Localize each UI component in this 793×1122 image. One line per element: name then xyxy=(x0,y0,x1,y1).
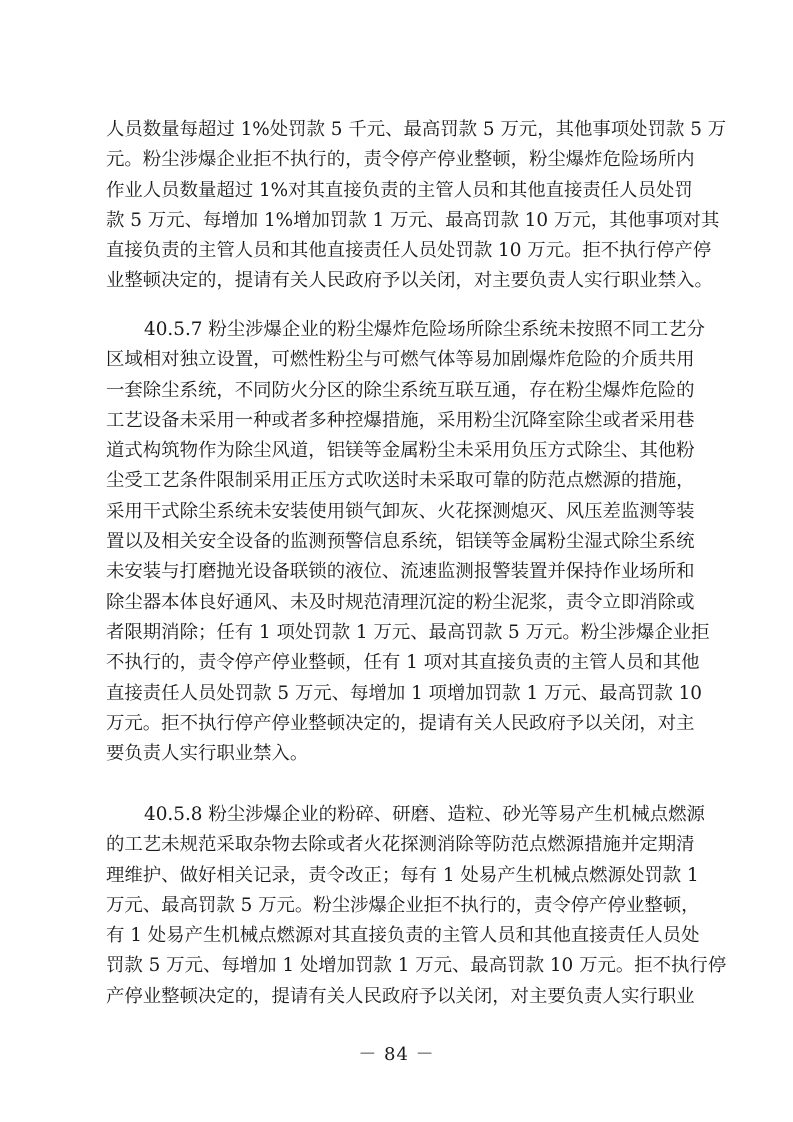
text-line: 不执行的，责令停产停业整顿，任有 1 项对其直接负责的主管人员和其他 xyxy=(106,652,700,674)
text-line: 40.5.7 粉尘涉爆企业的粉尘爆炸危险场所除尘系统未按照不同工艺分 xyxy=(144,319,705,340)
text-line: 元。粉尘涉爆企业拒不执行的，责令停产停业整顿，粉尘爆炸危险场所内 xyxy=(106,149,695,171)
text-line: 采用干式除尘系统未安装使用锁气卸灰、火花探测熄灭、风压差监测等装 xyxy=(106,500,695,522)
text-line: 款 5 万元、每增加 1%增加罚款 1 万元、最高罚款 10 万元，其他事项对其 xyxy=(106,209,720,231)
text-line: 要负责人实行职业禁入。 xyxy=(106,743,309,765)
text-line: 理维护、做好相关记录，责令改正；每有 1 处易产生机械点燃源处罚款 1 xyxy=(106,864,699,886)
text-line: 道式构筑物作为除尘风道，铝镁等金属粉尘未采用负压方式除尘、其他粉 xyxy=(106,440,695,462)
text-line: 万元。拒不执行停产停业整顿决定的，提请有关人民政府予以关闭，对主 xyxy=(106,712,695,734)
paragraph-continuation xyxy=(106,115,727,297)
text-line: 区域相对独立设置，可燃性粉尘与可燃气体等易加剧爆炸危险的介质共用 xyxy=(106,349,695,371)
text-line: 有 1 处易产生机械点燃源对其直接负责的主管人员和其他直接责任人员处 xyxy=(106,925,700,947)
text-line: 者限期消除；任有 1 项处罚款 1 万元、最高罚款 5 万元。粉尘涉爆企业拒 xyxy=(106,621,710,643)
page-number: － 84 － xyxy=(358,1044,435,1065)
text-line: 作业人员数量超过 1%对其直接负责的主管人员和其他直接责任人员处罚 xyxy=(106,179,693,201)
text-line: 40.5.8 粉尘涉爆企业的粉碎、研磨、造粒、砂光等易产生机械点燃源 xyxy=(144,804,705,825)
text-line: 直接负责的主管人员和其他直接责任人员处罚款 10 万元。拒不执行停产停 xyxy=(106,240,712,262)
text-line: 直接责任人员处罚款 5 万元、每增加 1 项增加罚款 1 万元、最高罚款 10 xyxy=(106,682,702,704)
text-line: 尘受工艺条件限制采用正压方式吹送时未采取可靠的防范点燃源的措施， xyxy=(106,470,695,492)
text-line: 万元、最高罚款 5 万元。粉尘涉爆企业拒不执行的，责令停产停业整顿， xyxy=(106,894,700,916)
text-line: 产停业整顿决定的，提请有关人民政府予以关闭，对主要负责人实行职业 xyxy=(106,985,695,1007)
text-line: 业整顿决定的，提请有关人民政府予以关闭，对主要负责人实行职业禁入。 xyxy=(106,270,713,292)
paragraph-40-5-8 xyxy=(106,800,727,1012)
text-line: 除尘器本体良好通风、未及时规范清理沉淀的粉尘泥浆，责令立即消除或 xyxy=(106,591,695,613)
text-line: 未安装与打磨抛光设备联锁的液位、流速监测报警装置并保持作业场所和 xyxy=(106,561,695,583)
text-line: 人员数量每超过 1%处罚款 5 千元、最高罚款 5 万元，其他事项处罚款 5 万 xyxy=(106,119,727,140)
text-line: 工艺设备未采用一种或者多种控爆措施，采用粉尘沉降室除尘或者采用巷 xyxy=(106,409,695,431)
paragraph-40-5-7 xyxy=(106,315,710,769)
text-line: 置以及相关安全设备的监测预警信息系统，铝镁等金属粉尘湿式除尘系统 xyxy=(106,531,695,553)
text-line: 罚款 5 万元、每增加 1 处增加罚款 1 万元、最高罚款 10 万元。拒不执行停 xyxy=(106,955,727,977)
text-line: 的工艺未规范采取杂物去除或者火花探测消除等防范点燃源措施并定期清 xyxy=(106,834,695,856)
text-line: 一套除尘系统，不同防火分区的除尘系统互联互通，存在粉尘爆炸危险的 xyxy=(106,379,695,401)
